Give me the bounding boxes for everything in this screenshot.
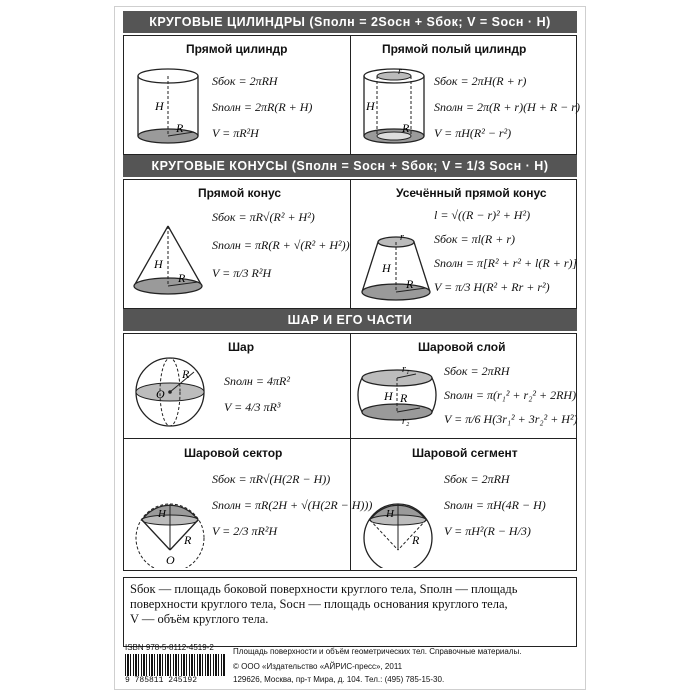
formula: Sбок = πR√(H(2R − H)) [212, 472, 331, 486]
legend-line: Sбок — площадь боковой поверхности круглого тела, Sполн — площадь [130, 582, 518, 596]
formula: Sбок = 2πH(R + r) [434, 74, 527, 88]
formula: l = √((R − r)² + H²) [434, 208, 531, 222]
label-H: H [155, 99, 164, 113]
formula: V = πH²(R − H/3) [444, 524, 531, 538]
divider [350, 36, 351, 154]
sphere-section [123, 333, 577, 571]
frustum-figure [356, 232, 436, 306]
divider [124, 438, 576, 439]
cylinder-figure [130, 64, 206, 150]
hollow-cylinder-title: Прямой полый цилиндр [382, 42, 527, 56]
ball-title: Шар [228, 340, 255, 354]
formula: Sполн = π[R² + r² + l(R + r)] [434, 256, 578, 270]
formula: Sполн = πR(2H + √(H(2R − H))) [212, 498, 373, 512]
svg-text:r: r [398, 66, 402, 77]
sector-title: Шаровой сектор [184, 446, 283, 460]
svg-text:r₁: r₁ [402, 364, 410, 375]
formula: Sбок = πl(R + r) [434, 232, 516, 246]
formula: Sполн = πR(R + √(R² + H²)) [212, 238, 350, 252]
svg-text:H: H [382, 261, 391, 275]
segment-title: Шаровой сегмент [412, 446, 518, 460]
spherical-sector-figure [128, 502, 212, 568]
divider [350, 180, 351, 308]
svg-text:r₂: r₂ [402, 416, 410, 427]
formula: Sполн = π(r₁² + r₂² + 2RH) [444, 388, 577, 402]
hollow-cylinder-figure [356, 64, 432, 150]
formula: Sбок = 2πRH [444, 364, 510, 378]
legend-line: V — объём круглого тела. [130, 612, 269, 626]
svg-text:O: O [166, 553, 175, 567]
formula: Sполн = 2πR(R + H) [212, 100, 313, 114]
cylinders-header: КРУГОВЫЕ ЦИЛИНДРЫ (Sполн = 2Sосн + Sбок; V = Sосн · H) [123, 11, 577, 33]
spherical-segment-figure [356, 502, 440, 568]
svg-text:R: R [412, 533, 420, 547]
formula: V = 2/3 πR²H [212, 524, 278, 538]
divider [350, 334, 351, 570]
legend-line: поверхности круглого тела, Sосн — площадь основания круглого тела, [130, 597, 508, 611]
cone-figure [128, 220, 210, 306]
formula: Sбок = πR√(R² + H²) [212, 210, 315, 224]
sphere-header: ШАР И ЕГО ЧАСТИ [123, 309, 577, 331]
formula: Sполн = 4πR² [224, 374, 290, 388]
label-R: R [176, 121, 184, 135]
cylinder-title: Прямой цилиндр [186, 42, 288, 56]
formula: V = π/3 H(R² + Rr + r²) [434, 280, 550, 294]
legend [123, 577, 577, 647]
svg-text:R: R [178, 271, 186, 285]
formula: V = π/6 H(3r₁² + 3r₂² + H²) [444, 412, 578, 426]
svg-text:H: H [384, 389, 393, 403]
spherical-layer-figure [354, 356, 440, 436]
formula: Sбок = 2πRH [212, 74, 278, 88]
svg-text:H: H [386, 508, 394, 520]
formula: Sбок = 2πRH [444, 472, 510, 486]
formula: Sполн = πH(4R − H) [444, 498, 546, 512]
barcode [125, 643, 225, 685]
svg-text:R: R [406, 277, 414, 291]
isbn: ISBN 978-5-8112-4519-2 [125, 643, 214, 652]
formula: Sполн = 2π(R + r)(H + R − r) [434, 100, 580, 114]
publisher: © ООО «Издательство «АЙРИС-пресс», 2011 [233, 662, 403, 671]
layer-title: Шаровой слой [418, 340, 506, 354]
formula: V = πR²H [212, 126, 259, 140]
svg-text:r: r [400, 232, 404, 243]
cone-title: Прямой конус [198, 186, 282, 200]
svg-text:H: H [154, 257, 163, 271]
cylinders-section [123, 35, 580, 155]
formula: V = π/3 R²H [212, 266, 272, 280]
address: 129626, Москва, пр-т Мира, д. 104. Тел.: (495) 785-15-30. [233, 675, 445, 684]
svg-text:R: R [400, 391, 408, 405]
svg-text:R: R [182, 367, 190, 381]
barcode-bars [125, 654, 225, 676]
svg-text:H: H [366, 99, 375, 113]
formula: V = πH(R² − r²) [434, 126, 512, 140]
svg-text:H: H [158, 508, 166, 520]
reference-sheet [114, 6, 586, 690]
barcode-digits: 9 785811 245192 [125, 676, 198, 685]
formula: V = 4/3 πR³ [224, 400, 281, 414]
cones-header: КРУГОВЫЕ КОНУСЫ (Sполн = Sосн + Sбок; V = 1/3 Sосн · H) [123, 155, 577, 177]
svg-text:R: R [184, 533, 192, 547]
ball-figure [130, 352, 212, 434]
publication-title: Площадь поверхности и объём геометрических тел. Справочные материалы. [233, 647, 522, 656]
svg-text:O: O [156, 387, 165, 401]
frustum-title: Усечённый прямой конус [396, 186, 547, 200]
cones-section [123, 179, 577, 309]
svg-text:R: R [402, 121, 410, 135]
